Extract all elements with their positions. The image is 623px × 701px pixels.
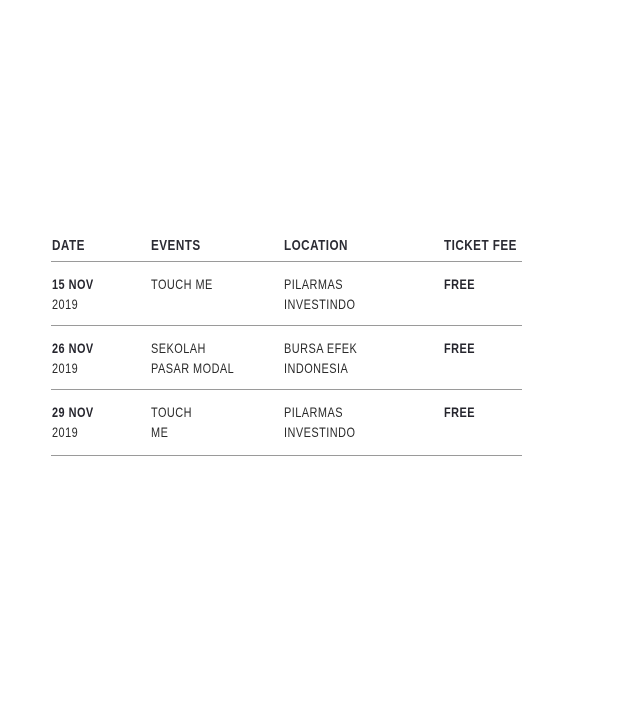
event-name-line2: ME [151,424,169,440]
table-row [51,262,522,326]
date-year: 2019 [52,424,79,440]
location-line2: INVESTINDO [284,296,356,312]
event-cell [151,274,213,294]
location-line1: PILARMAS [284,404,343,420]
event-cell [151,338,234,378]
header-events: EVENTS [151,237,201,254]
location-line2: INVESTINDO [284,424,356,440]
date-day: 26 NOV [52,340,94,356]
table-row [51,390,522,456]
date-day: 29 NOV [52,404,94,420]
ticket-fee-cell: FREE [444,340,476,356]
location-line2: INDONESIA [284,360,349,376]
location-cell [284,274,355,314]
date-cell [52,338,94,378]
header-ticket-fee: TICKET FEE [444,237,517,254]
location-line1: BURSA EFEK [284,340,358,356]
event-cell [151,402,192,442]
table-header-row [51,231,522,262]
header-location: LOCATION [284,237,348,254]
ticket-fee-cell: FREE [444,404,476,420]
ticket-fee-cell: FREE [444,276,476,292]
event-name-line1: TOUCH [151,404,192,420]
location-cell [284,402,355,442]
table-row [51,326,522,390]
location-line1: PILARMAS [284,276,343,292]
date-day: 15 NOV [52,276,94,292]
header-date: DATE [52,237,85,254]
events-table [51,231,522,456]
location-cell [284,338,357,378]
date-cell [52,274,94,314]
date-year: 2019 [52,296,79,312]
date-cell [52,402,94,442]
event-name-line2: PASAR MODAL [151,360,235,376]
date-year: 2019 [52,360,79,376]
event-name-line1: TOUCH ME [151,276,213,292]
event-name-line1: SEKOLAH [151,340,206,356]
